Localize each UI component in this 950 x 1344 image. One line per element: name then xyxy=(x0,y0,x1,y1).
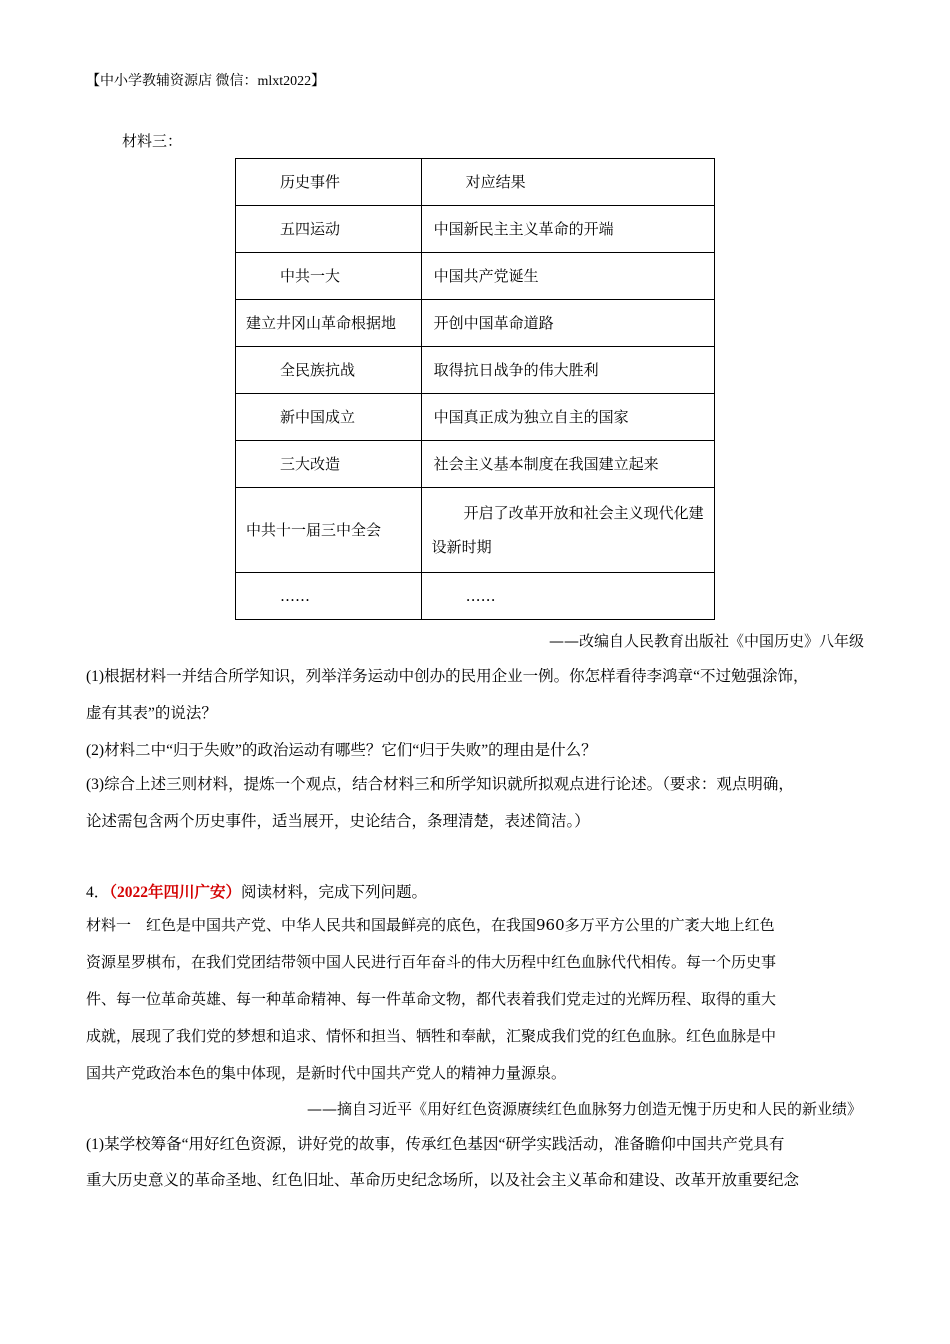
result-cell: 中国真正成为独立自主的国家 xyxy=(433,408,629,426)
event-cell: 中共一大 xyxy=(280,267,341,285)
header-result: 对应结果 xyxy=(465,173,526,191)
question-1-line-2: 虚有其表”的说法？ xyxy=(86,705,217,722)
question-3-line-2: 论述需包含两个历史事件，适当展开，史论结合，条理清楚，表述简洁。） xyxy=(86,813,590,830)
question-4-intro: 阅读材料，完成下列问题。 xyxy=(241,884,428,901)
result-cell: 开启了改革开放和社会主义现代化建设新时期 xyxy=(431,504,704,556)
page-header: 【中小学教辅资源店 微信：mlxt2022】 xyxy=(86,74,326,89)
result-cell: 取得抗日战争的伟大胜利 xyxy=(433,361,599,379)
question-4-source-tag: （2022年四川广安） xyxy=(109,884,242,901)
table-source: ——改编自人民教育出版社《中国历史》八年级 xyxy=(548,632,864,650)
result-cell: …… xyxy=(465,587,496,605)
event-cell: 建立井冈山革命根据地 xyxy=(246,314,397,332)
event-cell: …… xyxy=(280,587,310,605)
result-cell: 中国共产党诞生 xyxy=(433,267,539,285)
material-1-line: 国共产党政治本色的集中体现，是新时代中国共产党人的精神力量源泉。 xyxy=(86,1064,567,1082)
material-1-line: 材料一 红色是中国共产党、中华人民共和国最鲜亮的底色，在我国960多万平方公里的广袤大地上红色 xyxy=(86,916,775,934)
table-row xyxy=(236,300,715,347)
question-4-1-line-1: (1)某学校筹备“用好红色资源，讲好党的故事，传承红色基因“研学实践活动，准备瞻仰中国共产党具有 xyxy=(86,1136,785,1153)
material-1-line: 成就，展现了我们党的梦想和追求、情怀和担当、牺牲和奉献，汇聚成我们党的红色血脉。红色血脉是中 xyxy=(86,1027,777,1045)
question-4-heading xyxy=(86,880,427,902)
header-event: 历史事件 xyxy=(280,173,341,191)
table-row xyxy=(236,206,715,253)
events-table xyxy=(235,158,715,620)
table-row xyxy=(236,573,715,620)
result-cell: 中国新民主主义革命的开端 xyxy=(433,220,614,238)
question-1-line-1: (1)根据材料一并结合所学知识，列举洋务运动中创办的民用企业一例。你怎样看待李鸿章“不过勉强涂饰， xyxy=(86,668,809,685)
material-1-source: ——摘自习近平《用好红色资源赓续红色血脉努力创造无愧于历史和人民的新业绩》 xyxy=(306,1100,862,1118)
result-cell: 开创中国革命道路 xyxy=(433,314,554,332)
event-cell: 新中国成立 xyxy=(280,408,356,426)
question-4-1-line-2: 重大历史意义的革命圣地、红色旧址、革命历史纪念场所，以及社会主义革命和建设、改革开放重要纪念 xyxy=(86,1172,800,1189)
event-cell: 五四运动 xyxy=(280,220,341,238)
event-cell: 三大改造 xyxy=(280,455,341,473)
material-1-line: 资源星罗棋布，在我们党团结带领中国人民进行百年奋斗的伟大历程中红色血脉代代相传。每一个历史事 xyxy=(86,953,777,971)
table-header-row xyxy=(236,159,715,206)
table-row xyxy=(236,488,715,573)
question-3-line-1: (3)综合上述三则材料，提炼一个观点，结合材料三和所学知识就所拟观点进行论述。（要求：观点明确， xyxy=(86,776,794,793)
material-1-line: 件、每一位革命英雄、每一种革命精神、每一件革命文物，都代表着我们党走过的光辉历程、取得的重大 xyxy=(86,990,777,1008)
event-cell: 全民族抗战 xyxy=(280,361,356,379)
table-row xyxy=(236,441,715,488)
question-4-number: 4． xyxy=(86,884,110,901)
table-row xyxy=(236,347,715,394)
result-cell: 社会主义基本制度在我国建立起来 xyxy=(433,455,659,473)
question-2: (2)材料二中“归于失败”的政治运动有哪些？它们“归于失败”的理由是什么？ xyxy=(86,742,597,759)
table-row xyxy=(236,253,715,300)
table-row xyxy=(236,394,715,441)
event-cell: 中共十一届三中全会 xyxy=(246,521,382,539)
material-3-label: 材料三： xyxy=(122,132,183,150)
